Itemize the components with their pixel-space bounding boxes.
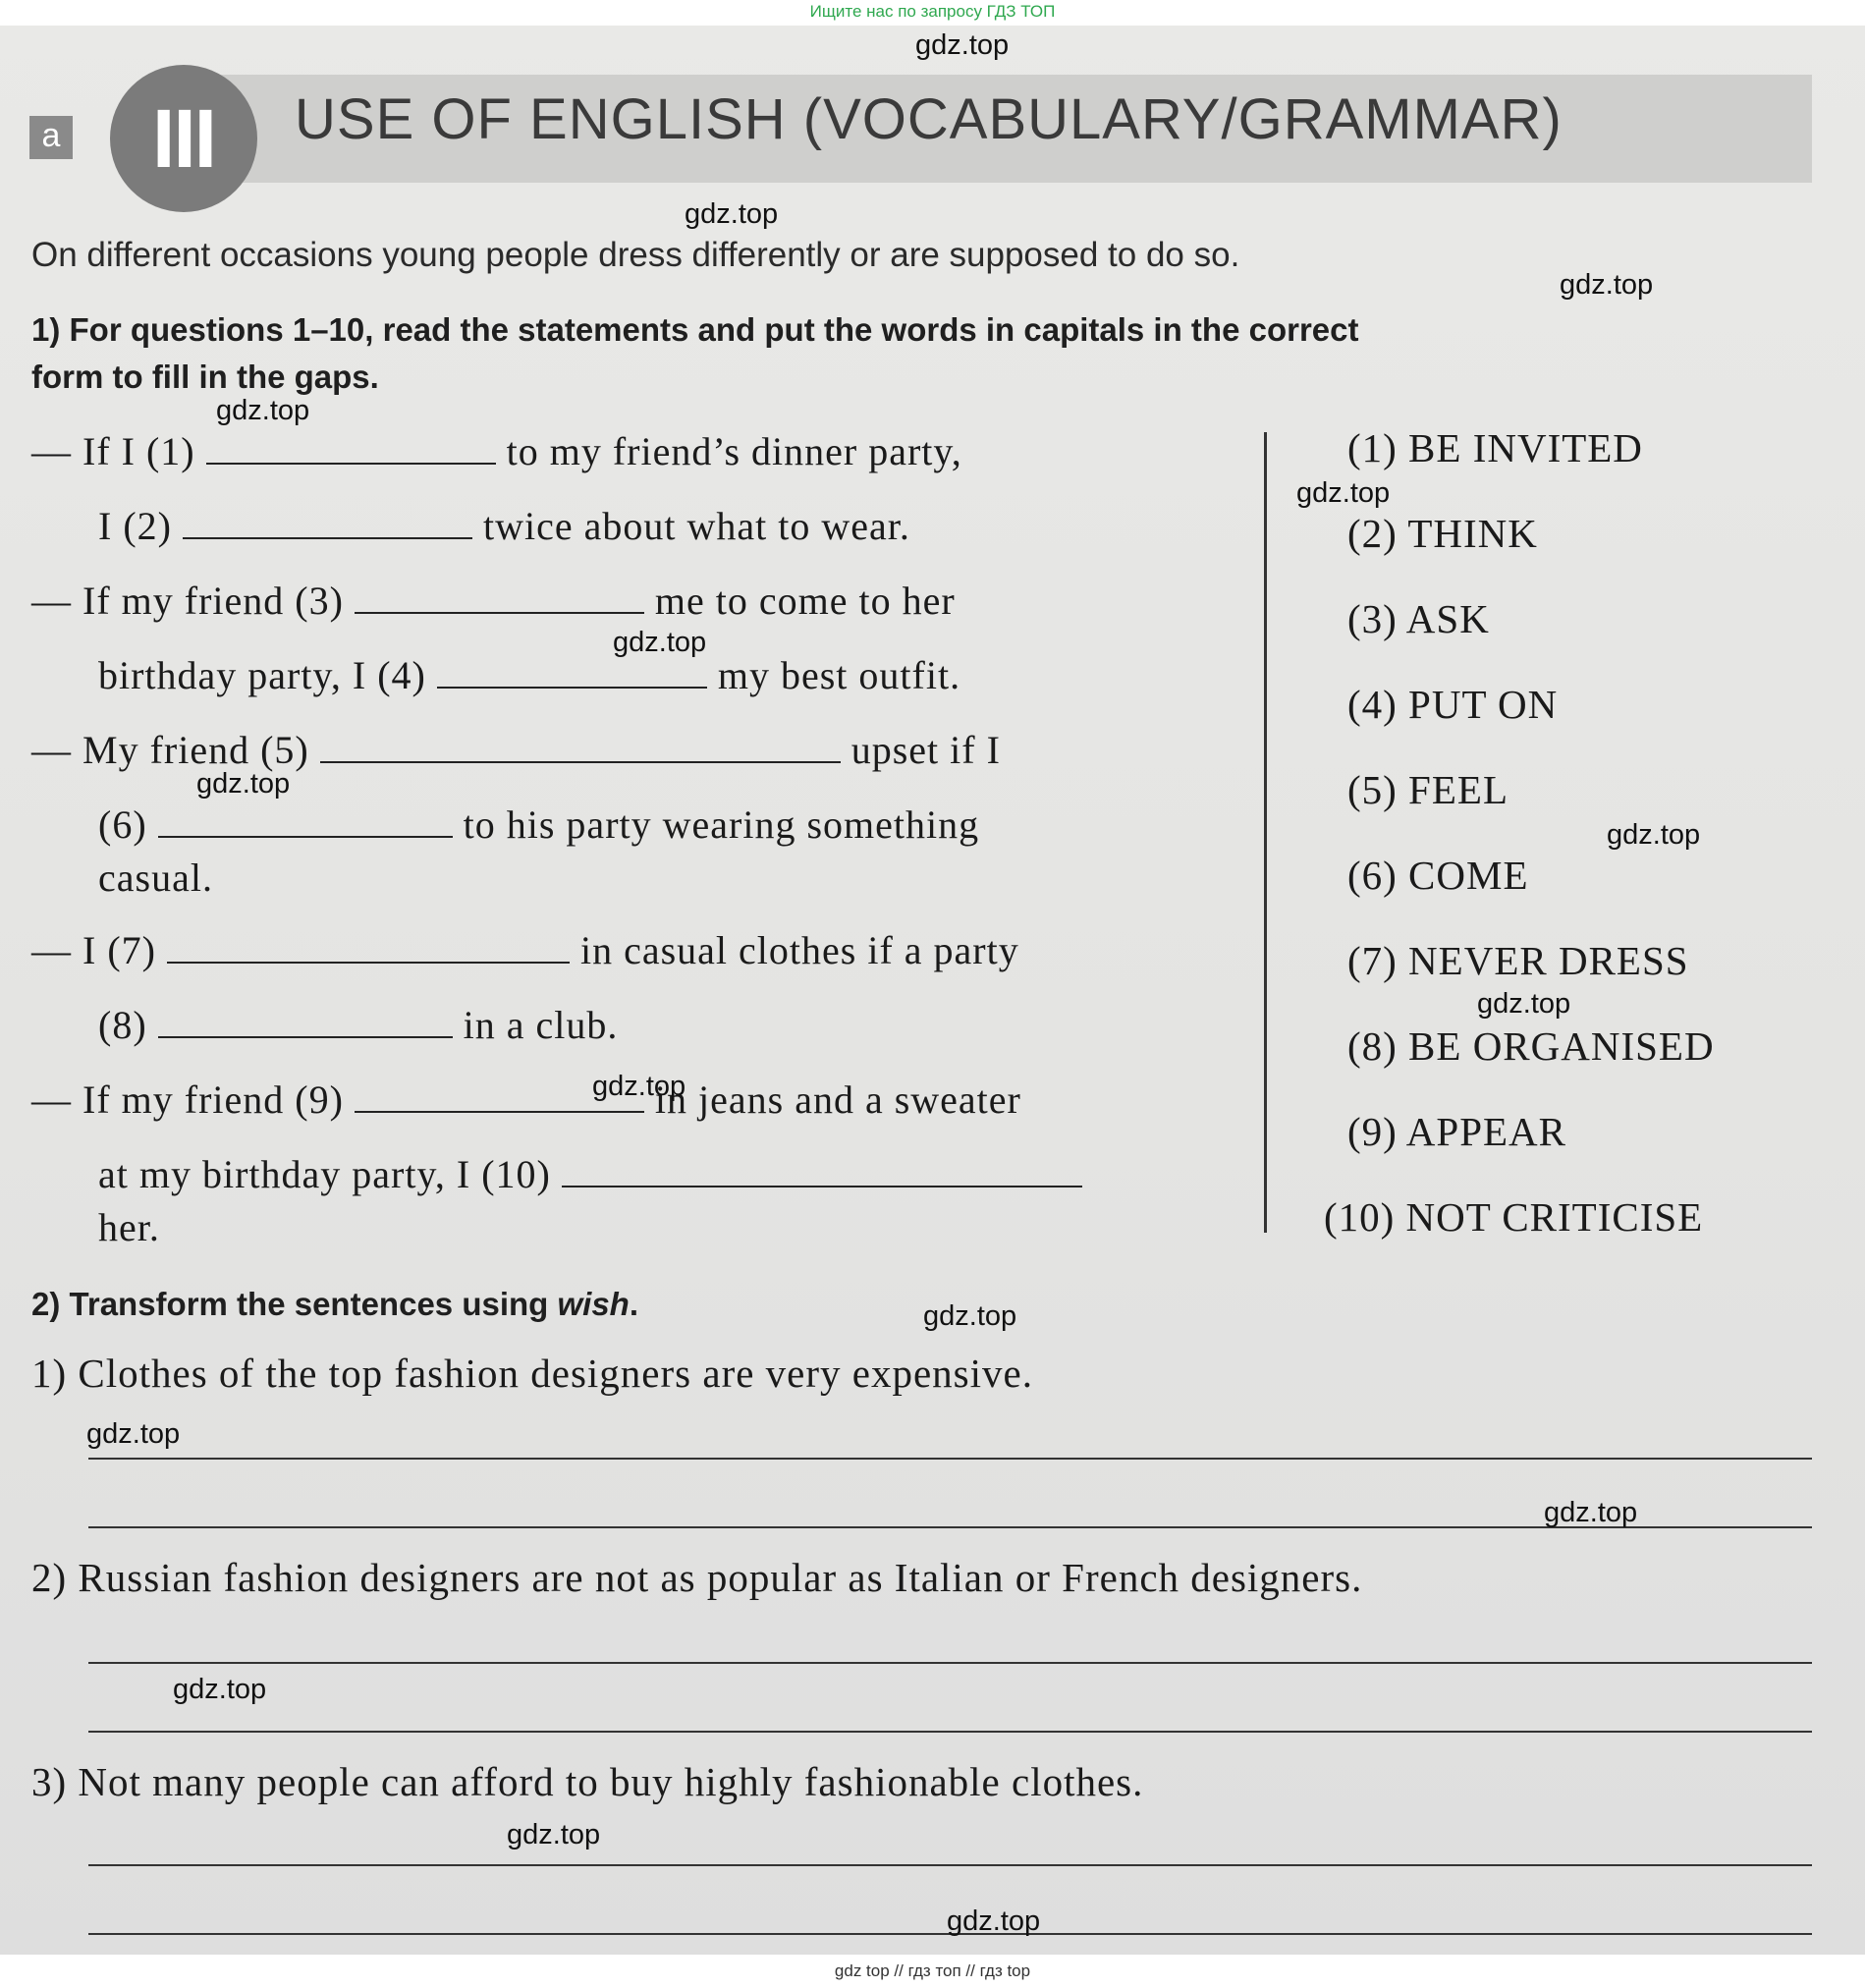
gap-9[interactable] xyxy=(355,1103,644,1113)
capital-word-8: (8) BE ORGANISED xyxy=(1347,1023,1715,1069)
statement-text: birthday party, I (4) xyxy=(98,653,426,697)
watermark: gdz.top xyxy=(196,768,291,800)
watermark: gdz.top xyxy=(216,395,310,426)
task2-instruction xyxy=(31,1281,638,1328)
gap-7[interactable] xyxy=(167,954,570,964)
section-title: USE OF ENGLISH (VOCABULARY/GRAMMAR) xyxy=(295,87,1563,151)
task1-instruction-line2: form to fill in the gaps. xyxy=(31,359,379,395)
statement-text: — I (7) xyxy=(31,928,156,972)
column-divider xyxy=(1264,432,1267,1233)
watermark: gdz.top xyxy=(923,1300,1017,1332)
gap-6[interactable] xyxy=(158,828,453,838)
statement-text: my best outfit. xyxy=(717,653,961,697)
statement-line-7 xyxy=(98,855,213,901)
statement-line-9 xyxy=(98,1002,618,1048)
section-letter-badge: a xyxy=(29,116,73,159)
statement-line-2 xyxy=(98,503,910,549)
gap-10[interactable] xyxy=(562,1178,1082,1187)
answer-line[interactable] xyxy=(88,1662,1812,1664)
gap-1[interactable] xyxy=(206,455,496,465)
wish-sentence-1: 1) Clothes of the top fashion designers are very expensive. xyxy=(31,1351,1033,1396)
section-number-circle: III xyxy=(110,65,257,212)
statement-text: casual. xyxy=(98,856,213,900)
capital-word-10: (10) NOT CRITICISE xyxy=(1324,1194,1704,1240)
capital-word-7: (7) NEVER DRESS xyxy=(1347,938,1689,983)
watermark: gdz.top xyxy=(173,1674,267,1705)
answer-line[interactable] xyxy=(88,1731,1812,1733)
intro-text: On different occasions young people dress differently or are supposed to do so. xyxy=(31,236,1240,274)
watermark: gdz.top xyxy=(613,627,707,658)
watermark: gdz.top xyxy=(592,1071,686,1102)
watermark: gdz.top xyxy=(915,29,1010,61)
statement-text: in jeans and a sweater xyxy=(654,1077,1021,1122)
statement-text: — If my friend (3) xyxy=(31,579,344,623)
capital-word-3: (3) ASK xyxy=(1347,596,1490,641)
statement-text: to my friend’s dinner party, xyxy=(506,429,962,473)
gap-8[interactable] xyxy=(158,1028,453,1038)
statement-text: in a club. xyxy=(463,1003,619,1047)
statement-line-1 xyxy=(31,428,962,474)
capital-word-6: (6) COME xyxy=(1347,853,1529,898)
gap-4[interactable] xyxy=(437,679,707,689)
capital-word-1: (1) BE INVITED xyxy=(1347,425,1643,470)
watermark: gdz.top xyxy=(1560,269,1654,301)
answer-line[interactable] xyxy=(88,1864,1812,1866)
statement-text: to his party wearing something xyxy=(463,802,980,847)
watermark: gdz.top xyxy=(86,1418,181,1450)
bottom-banner[interactable]: gdz top // гдз топ // гдз top xyxy=(0,1955,1865,1988)
gap-2[interactable] xyxy=(183,529,472,539)
task2-instruction-suffix: . xyxy=(629,1286,639,1322)
task2-instruction-prefix: 2) Transform the sentences using xyxy=(31,1286,558,1322)
statement-line-5 xyxy=(31,727,1001,773)
statement-line-8 xyxy=(31,927,1019,973)
capital-word-5: (5) FEEL xyxy=(1347,767,1508,812)
capital-word-2: (2) THINK xyxy=(1347,511,1538,556)
top-banner[interactable]: Ищите нас по запросу ГДЗ ТОП xyxy=(0,0,1865,26)
statement-text: at my birthday party, I (10) xyxy=(98,1152,551,1196)
gap-3[interactable] xyxy=(355,604,644,614)
statement-text: — If my friend (9) xyxy=(31,1077,344,1122)
statement-line-11 xyxy=(98,1151,1082,1197)
watermark: gdz.top xyxy=(1607,819,1701,851)
gap-5[interactable] xyxy=(320,753,841,763)
statement-text: (8) xyxy=(98,1003,147,1047)
task1-instruction-line1: 1) For questions 1–10, read the statements and put the words in capitals in the correct xyxy=(31,311,1359,348)
wish-sentence-3: 3) Not many people can afford to buy highly fashionable clothes. xyxy=(31,1759,1144,1804)
statement-line-3 xyxy=(31,578,956,624)
statement-line-12 xyxy=(98,1204,160,1250)
capital-word-9: (9) APPEAR xyxy=(1347,1109,1567,1154)
wish-sentence-2: 2) Russian fashion designers are not as popular as Italian or French designers. xyxy=(31,1555,1363,1600)
capital-word-4: (4) PUT ON xyxy=(1347,682,1559,727)
statement-text: (6) xyxy=(98,802,147,847)
watermark: gdz.top xyxy=(1544,1497,1638,1528)
statement-text: I (2) xyxy=(98,504,172,548)
statement-line-6 xyxy=(98,801,979,848)
watermark: gdz.top xyxy=(507,1819,601,1850)
statement-text: twice about what to wear. xyxy=(482,504,910,548)
statement-text: upset if I xyxy=(850,728,1001,772)
statement-text: her. xyxy=(98,1205,160,1249)
statement-text: — My friend (5) xyxy=(31,728,309,772)
watermark: gdz.top xyxy=(947,1905,1041,1937)
watermark: gdz.top xyxy=(685,198,779,230)
statement-line-4 xyxy=(98,652,960,698)
answer-line[interactable] xyxy=(88,1458,1812,1460)
statement-line-10 xyxy=(31,1077,1021,1123)
statement-text: in casual clothes if a party xyxy=(579,928,1019,972)
watermark: gdz.top xyxy=(1296,477,1391,509)
statement-text: me to come to her xyxy=(654,579,956,623)
watermark: gdz.top xyxy=(1477,988,1571,1020)
statement-text: — If I (1) xyxy=(31,429,195,473)
task2-instruction-word: wish xyxy=(557,1286,630,1322)
